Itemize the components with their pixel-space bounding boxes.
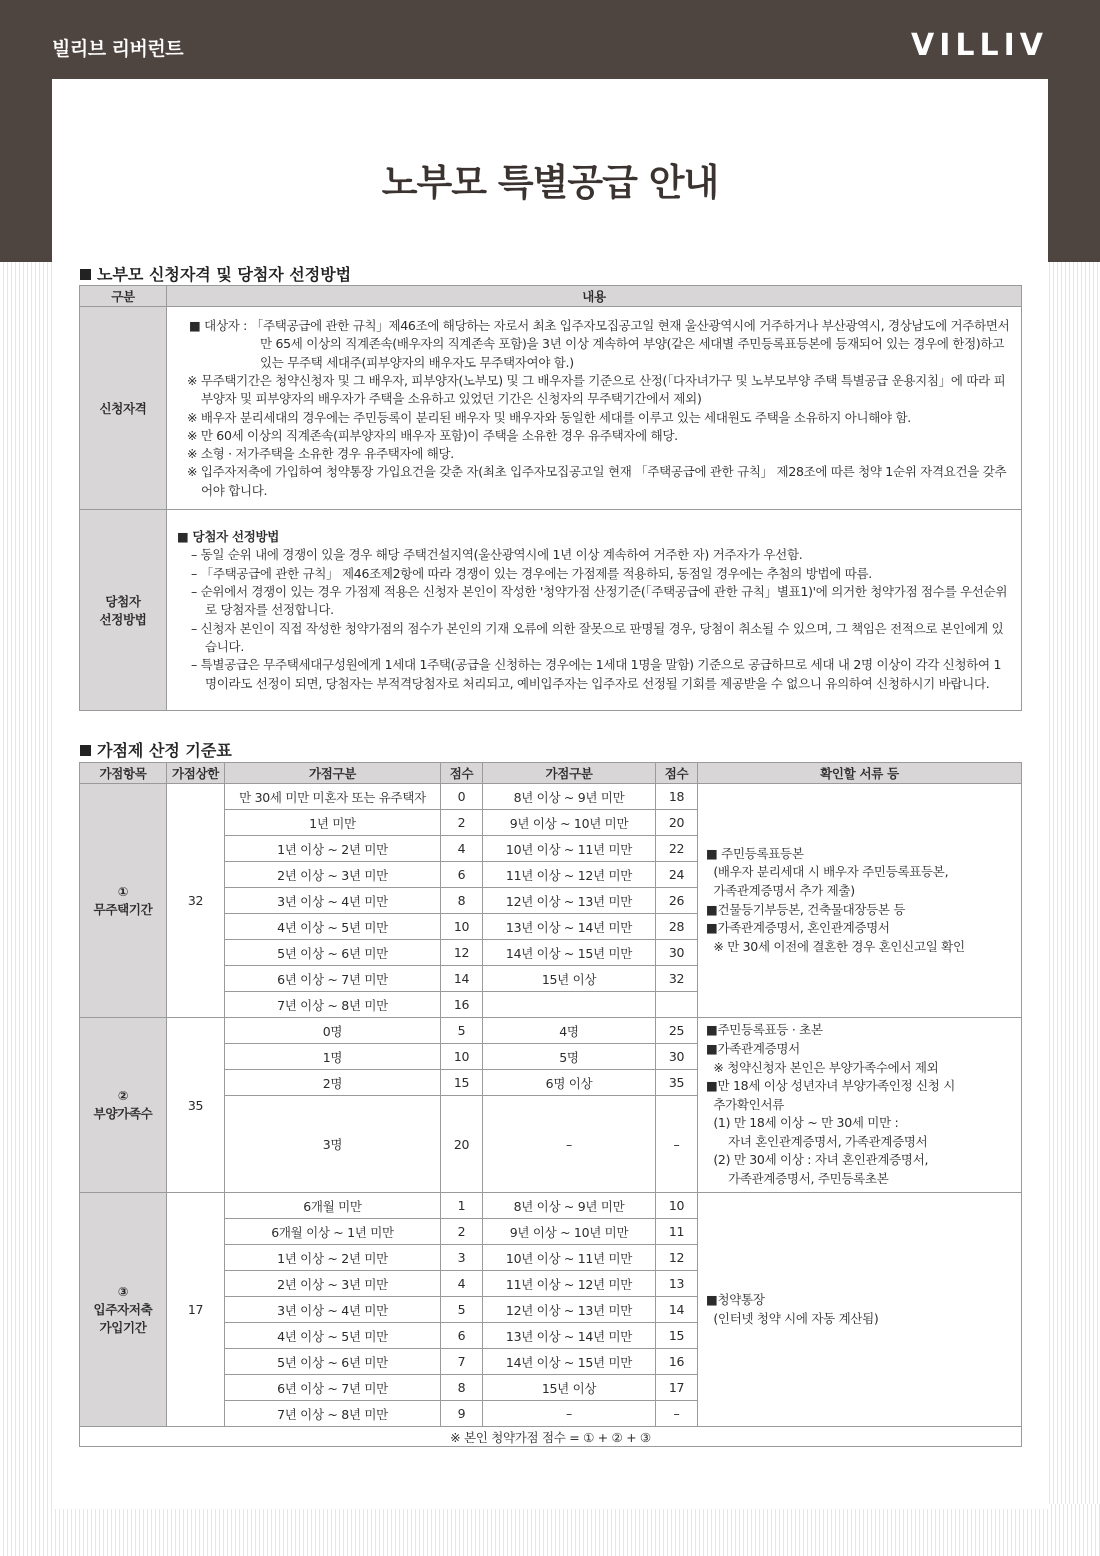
score-left: 10 [441,1044,483,1070]
selection-line: – 특별공급은 무주택세대구성원에게 1세대 1주택(공급을 신청하는 경우에는 1세대 1명을 말함) 기준으로 공급하므로 세대 내 2명 이상이 각각 신청하여 1명이라도 선정이 되면, 당첨자는 부적격당첨자로 처리되고, 예비입주자는 입주자로 선정될 기회를 제공받을 수 없으니 유의하여 신청하시기 바랍니다. [191,657,1002,691]
document-line: (2) 만 30세 이상 : 자녀 혼인관계증명서, [706,1152,929,1168]
score-right: 26 [656,888,698,914]
score-left: 20 [441,1096,483,1193]
score-right: 20 [656,810,698,836]
criteria-left: 5년 이상 ~ 6년 미만 [225,1349,441,1375]
document-line: ■만 18세 이상 성년자녀 부양가족인정 신청 시 [706,1078,956,1094]
criteria-right: 6명 이상 [483,1070,656,1096]
category-name: 무주택기간 [93,901,153,917]
score-category [80,1193,167,1427]
criteria-left: 2년 이상 ~ 3년 미만 [225,862,441,888]
score-table [79,762,1022,1447]
criteria-right: 8년 이상 ~ 9년 미만 [483,1193,656,1219]
eligibility-content [167,307,1022,510]
col-header: 점수 [441,763,483,784]
criteria-right: 11년 이상 ~ 12년 미만 [483,862,656,888]
score-right: 12 [656,1245,698,1271]
score-left: 3 [441,1245,483,1271]
score-right: 14 [656,1297,698,1323]
score-right: 10 [656,1193,698,1219]
required-documents [698,1018,1022,1193]
required-documents [698,784,1022,1018]
criteria-right: 12년 이상 ~ 13년 미만 [483,1297,656,1323]
document-line: 가족관계증명서, 주민등록초본 [706,1171,889,1187]
criteria-right [483,992,656,1018]
col-content: 내용 [167,286,1022,307]
eligibility-line: ※ 입주자저축에 가입하여 청약통장 가입요건을 갖춘 자(최초 입주자모집공고일 현재 「주택공급에 관한 규칙」 제28조에 따른 청약 1순위 자격요건을 갖추어야 합니다. [187,464,1007,498]
criteria-left: 2명 [225,1070,441,1096]
score-right: 30 [656,940,698,966]
score-max: 35 [167,1018,225,1193]
eligibility-line: ※ 배우자 분리세대의 경우에는 주민등록이 분리된 배우자 및 배우자와 동일한 세대를 이루고 있는 세대원도 주택을 소유하지 아니해야 함. [187,409,911,425]
criteria-right: 15년 이상 [483,966,656,992]
criteria-left: 7년 이상 ~ 8년 미만 [225,992,441,1018]
score-left: 14 [441,966,483,992]
criteria-left: 3년 이상 ~ 4년 미만 [225,1297,441,1323]
document-line: ※ 청약신청자 본인은 부양가족수에서 제외 [706,1059,939,1075]
criteria-right: 9년 이상 ~ 10년 미만 [483,1219,656,1245]
criteria-left: 3명 [225,1096,441,1193]
document-line: ■건물등기부등본, 건축물대장등본 등 [706,901,906,917]
document-line: ■가족관계증명서, 혼인관계증명서 [706,920,890,936]
score-right: 25 [656,1018,698,1044]
criteria-left: 4년 이상 ~ 5년 미만 [225,914,441,940]
criteria-right: 11년 이상 ~ 12년 미만 [483,1271,656,1297]
eligibility-line: ※ 만 60세 이상의 직계존속(피부양자의 배우자 포함)이 주택을 소유한 경우 유주택자에 해당. [187,427,678,443]
eligibility-line: ※ 소형 · 저가주택을 소유한 경우 유주택자에 해당. [187,446,454,462]
score-right: 17 [656,1375,698,1401]
score-left: 7 [441,1349,483,1375]
section2-title: 가점제 산정 기준표 [80,738,232,761]
document-line: (배우자 분리세대 시 배우자 주민등록표등본, [706,864,949,880]
criteria-left: 3년 이상 ~ 4년 미만 [225,888,441,914]
col-header: 확인할 서류 등 [698,763,1022,784]
score-left: 0 [441,784,483,810]
criteria-right: 14년 이상 ~ 15년 미만 [483,1349,656,1375]
criteria-left: 1년 이상 ~ 2년 미만 [225,1245,441,1271]
brand-name: 빌리브 리버런트 [52,38,184,60]
criteria-right: 10년 이상 ~ 11년 미만 [483,836,656,862]
category-name: 가입기간 [99,1319,147,1335]
content-card [52,79,1048,1509]
criteria-right: – [483,1096,656,1193]
document-line: 가족관계증명서 추가 제출) [706,882,855,898]
criteria-right: 10년 이상 ~ 11년 미만 [483,1245,656,1271]
score-left: 6 [441,862,483,888]
score-right: 15 [656,1323,698,1349]
score-right: 13 [656,1271,698,1297]
table-row [80,1018,1022,1044]
score-footnote: ※ 본인 청약가점 점수 = ① + ② + ③ [80,1427,1022,1447]
left-pattern [0,262,54,1556]
score-left: 8 [441,1375,483,1401]
score-left: 15 [441,1070,483,1096]
criteria-left: 7년 이상 ~ 8년 미만 [225,1401,441,1427]
score-left: 6 [441,1323,483,1349]
criteria-left: 1년 미만 [225,810,441,836]
right-pattern [1046,262,1100,1556]
score-right: 32 [656,966,698,992]
row-category: 신청자격 [80,307,167,510]
score-left: 5 [441,1018,483,1044]
score-left: 8 [441,888,483,914]
document-line: ※ 만 30세 이전에 결혼한 경우 혼인신고일 확인 [706,938,965,954]
row-category: 당첨자 선정방법 [80,510,167,711]
document-line: 자녀 혼인관계증명서, 가족관계증명서 [706,1133,928,1149]
score-left: 5 [441,1297,483,1323]
score-right: 16 [656,1349,698,1375]
eligibility-line: ※ 무주택기간은 청약신청자 및 그 배우자, 피부양자(노부모) 및 그 배우자를 기준으로 산정(「다자녀가구 및 노부모부양 주택 특별공급 운용지침」에 따라 피부양자 및 피부양자의 배우자가 주택을 소유하고 있었던 기간은 신청자의 무주택기간에서 제외) [187,372,1006,407]
eligibility-table [79,285,1022,711]
category-number: ③ [117,1283,129,1299]
villiv-logo: VILLIV [911,28,1048,63]
criteria-left: 1명 [225,1044,441,1070]
score-right: 22 [656,836,698,862]
criteria-right: 13년 이상 ~ 14년 미만 [483,914,656,940]
criteria-left: 4년 이상 ~ 5년 미만 [225,1323,441,1349]
selection-line: – 「주택공급에 관한 규칙」 제46조제2항에 따라 경쟁이 있는 경우에는 가점제를 적용하되, 동점일 경우에는 추첨의 방법에 따름. [191,565,872,581]
criteria-left: 만 30세 미만 미혼자 또는 유주택자 [225,784,441,810]
selection-line: – 순위에서 경쟁이 있는 경우 가점제 적용은 신청자 본인이 작성한 '청약가점 산정기준(「주택공급에 관한 규칙」별표1)'에 의거한 청약가점 점수를 우선순위로 당첨자를 선정합니다. [191,584,1008,618]
criteria-left: 2년 이상 ~ 3년 미만 [225,1271,441,1297]
col-header: 가점구분 [483,763,656,784]
square-bullet-icon [80,745,91,756]
score-max: 17 [167,1193,225,1427]
col-header: 가점상한 [167,763,225,784]
score-left: 4 [441,1271,483,1297]
score-left: 2 [441,1219,483,1245]
criteria-right: 8년 이상 ~ 9년 미만 [483,784,656,810]
criteria-left: 6개월 이상 ~ 1년 미만 [225,1219,441,1245]
score-right [656,992,698,1018]
category-number: ② [117,1088,129,1103]
criteria-left: 5년 이상 ~ 6년 미만 [225,940,441,966]
footnote-row [80,1427,1022,1447]
category-name: 부양가족수 [93,1106,153,1121]
eligibility-line: ■ 대상자 : 「주택공급에 관한 규칙」제46조에 해당하는 자로서 최초 입주자모집공고일 현재 울산광역시에 거주하거나 부산광역시, 경상남도에 거주하면서 만 65세 이상의 직계존속(배우자의 직계존속 포함)을 3년 이상 계속하여 부양(같은 세대별 주민등록표등본에 등재되어 있는 경우에 한정)하고 있는 무주택 세대주(피부양자의 배우자도 무주택자여야 함.) [189,318,1010,370]
section1-title: 노부모 신청자격 및 당첨자 선정방법 [80,262,351,285]
category-number: ① [117,883,129,899]
col-category: 구분 [80,286,167,307]
score-right: 24 [656,862,698,888]
col-header: 가점항목 [80,763,167,784]
score-left: 9 [441,1401,483,1427]
document-line: ■가족관계증명서 [706,1040,800,1056]
score-right: 30 [656,1044,698,1070]
page-title: 노부모 특별공급 안내 [381,161,719,204]
col-header: 가점구분 [225,763,441,784]
score-left: 12 [441,940,483,966]
criteria-left: 6년 이상 ~ 7년 미만 [225,1375,441,1401]
document-line: ■ 주민등록표등본 [706,845,804,861]
selection-line: – 동일 순위 내에 경쟁이 있을 경우 해당 주택건설지역(울산광역시에 1년 이상 계속하여 거주한 자) 거주자가 우선함. [191,547,803,563]
document-line: ■청약통장 [706,1291,765,1307]
criteria-right: 12년 이상 ~ 13년 미만 [483,888,656,914]
score-left: 1 [441,1193,483,1219]
selection-heading: ■ 당첨자 선정방법 [177,529,280,545]
document-line: ■주민등록표등 · 초본 [706,1022,823,1038]
table-row [80,784,1022,810]
score-left: 16 [441,992,483,1018]
criteria-right: 9년 이상 ~ 10년 미만 [483,810,656,836]
score-left: 2 [441,810,483,836]
score-right: 18 [656,784,698,810]
score-left: 4 [441,836,483,862]
score-max: 32 [167,784,225,1018]
criteria-right: – [483,1401,656,1427]
criteria-left: 6년 이상 ~ 7년 미만 [225,966,441,992]
category-name: 입주자저축 [93,1301,153,1317]
score-category [80,1018,167,1193]
criteria-left: 6개월 미만 [225,1193,441,1219]
score-right: 35 [656,1070,698,1096]
criteria-right: 5명 [483,1044,656,1070]
required-documents [698,1193,1022,1427]
score-left: 10 [441,914,483,940]
document-line: (인터넷 청약 시에 자동 계산됨) [706,1310,879,1326]
criteria-left: 1년 이상 ~ 2년 미만 [225,836,441,862]
document-line: 추가확인서류 [706,1096,784,1112]
selection-content [167,510,1022,711]
criteria-right: 15년 이상 [483,1375,656,1401]
score-right: – [656,1096,698,1193]
score-right: – [656,1401,698,1427]
score-category [80,784,167,1018]
criteria-right: 14년 이상 ~ 15년 미만 [483,940,656,966]
bottom-pattern [0,1504,1100,1556]
col-header: 점수 [656,763,698,784]
table-row [80,1193,1022,1219]
criteria-right: 13년 이상 ~ 14년 미만 [483,1323,656,1349]
score-right: 28 [656,914,698,940]
criteria-right: 4명 [483,1018,656,1044]
score-right: 11 [656,1219,698,1245]
selection-line: – 신청자 본인이 직접 작성한 청약가점의 점수가 본인의 기재 오류에 의한 잘못으로 판명될 경우, 당첨이 취소될 수 있으며, 그 책임은 전적으로 본인에게 있습니다. [191,620,1004,654]
square-bullet-icon [80,269,91,280]
document-line: (1) 만 18세 이상 ~ 만 30세 미만 : [706,1115,899,1131]
criteria-left: 0명 [225,1018,441,1044]
